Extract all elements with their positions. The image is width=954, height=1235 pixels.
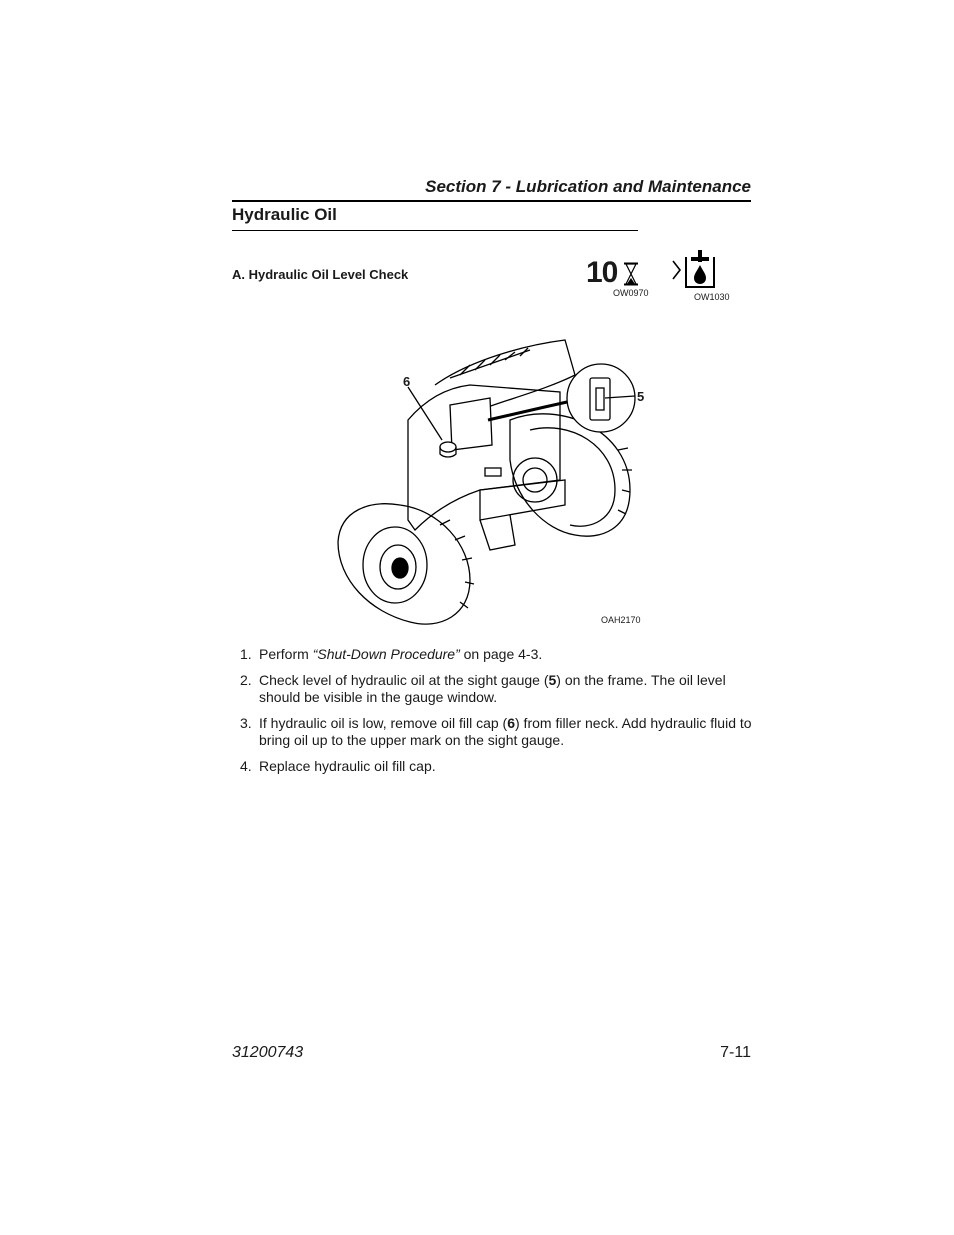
header-rule [232,200,751,202]
procedure-steps [240,646,755,784]
figure-code-interval: OW0970 [613,288,649,298]
callout-sight-gauge: 5 [637,389,645,404]
list-item: 1. Perform “Shut-Down Procedure” on page 4-3. [240,646,543,662]
hydraulic-tank-illustration [330,330,650,630]
page-number: 7-11 [720,1044,751,1061]
list-item: 3. If hydraulic oil is low, remove oil fill cap (6) from filler neck. Add hydraulic fluid to bring oil up to the upper mark on the sight gauge. [240,715,752,748]
hourglass-icon [623,262,639,286]
figure-code-illustration: OAH2170 [601,615,641,625]
document-number: 31200743 [232,1044,304,1061]
callout-fill-cap: 6 [403,374,411,389]
subheading: A. Hydraulic Oil Level Check [232,267,409,282]
cross-reference: “Shut-Down Procedure” [312,646,460,662]
title-rule [232,230,638,231]
page-title: Hydraulic Oil [232,205,337,224]
section-header: Section 7 - Lubrication and Maintenance [425,177,751,196]
list-item: 4. Replace hydraulic oil fill cap. [240,758,436,774]
list-item: 2. Check level of hydraulic oil at the sight gauge (5) on the frame. The oil level should be visible in the gauge window. [240,672,726,705]
oil-drop-icon [670,249,718,289]
interval-hours: 10 [586,256,618,289]
figure-code-fluid: OW1030 [694,292,730,302]
